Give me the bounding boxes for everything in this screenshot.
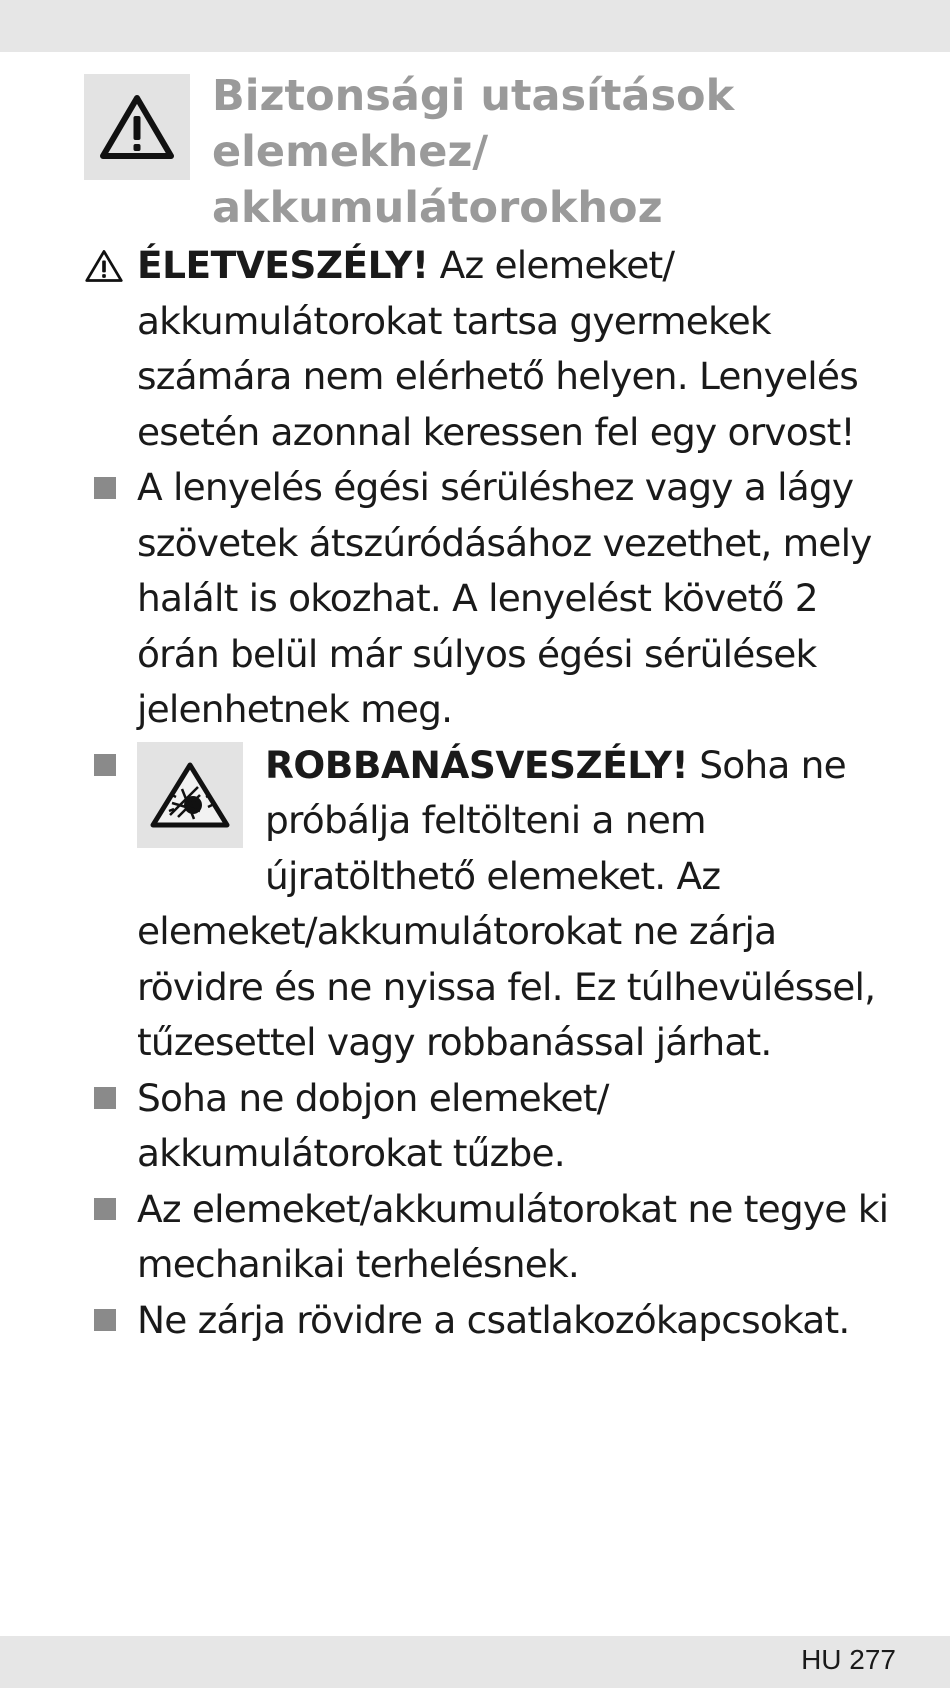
life-danger-label: ÉLETVESZÉLY! (137, 243, 429, 287)
list-item-explosion (84, 738, 890, 1071)
item-text: Soha ne próbálja feltölteni a nem újratölthető elemeket. Az elemeket/akkumulátorokat ne zárja rövidre és ne nyissa fel. Ez túlhevüléssel, tűzesettel vagy robbanással járhat. (137, 742, 876, 1064)
bullet-square (94, 477, 116, 499)
list-item-life-danger (84, 238, 890, 460)
bullet-square (94, 1087, 116, 1109)
list-item (84, 1071, 890, 1182)
list-item (84, 1293, 890, 1349)
page-number: HU 277 (801, 1644, 896, 1675)
bullet-square (94, 1198, 116, 1220)
warning-triangle-small-icon (84, 238, 124, 293)
item-text: A lenyelés égési sérüléshez vagy a lágy szövetek átszúródásához vezethet, mely halált is okozhat. A lenyelést követő 2 órán belül már súlyos égési sérülések jelenhetnek meg. (137, 465, 872, 731)
list-item (84, 1182, 890, 1293)
item-text: Soha ne dobjon elemeket/ akkumulátorokat tűzbe. (137, 1075, 609, 1175)
bullet-square (94, 754, 116, 776)
explosion-danger-label: ROBBANÁSVESZÉLY! (265, 742, 689, 787)
warning-triangle-icon (84, 74, 190, 180)
explosion-hazard-icon (137, 742, 243, 848)
bottom-bar (0, 1636, 950, 1688)
section-title: Biztonsági utasítások elemekhez/ akkumulátorokhoz (212, 71, 735, 233)
top-bar (0, 0, 950, 52)
list-item (84, 460, 890, 738)
item-text: Ne zárja rövidre a csatlakozókapcsokat. (137, 1297, 850, 1342)
bullet-square (94, 1309, 116, 1331)
item-text: Az elemeket/ akkumulátorokat tartsa gyermekek számára nem elérhető helyen. Lenyelés esetén azonnal keressen fel egy orvost! (137, 243, 858, 454)
safety-list (84, 238, 890, 1348)
item-text: Az elemeket/akkumulátorokat ne tegye ki mechanikai terhelésnek. (137, 1186, 889, 1286)
